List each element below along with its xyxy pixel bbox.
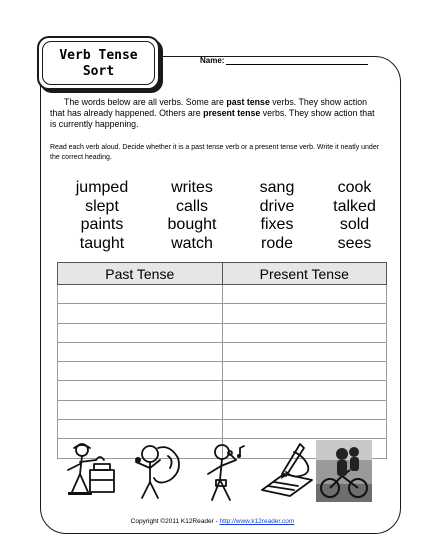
table-header-row xyxy=(58,263,387,285)
k12reader-link[interactable]: http://www.k12reader.com xyxy=(219,518,295,525)
word-item: jumped xyxy=(75,179,129,196)
word-item: slept xyxy=(85,197,119,215)
present-tense-cell xyxy=(222,342,387,361)
singing-person-image xyxy=(200,440,250,502)
present-tense-cell xyxy=(222,285,387,304)
title-box xyxy=(37,36,160,90)
name-label: Name: xyxy=(200,56,225,65)
word-item: drive xyxy=(259,197,295,215)
present-tense-cell xyxy=(222,400,387,419)
past-tense-cell xyxy=(58,342,223,361)
word-item: fixes xyxy=(260,216,294,233)
table-row xyxy=(58,420,387,439)
present-tense-cell xyxy=(222,323,387,342)
sort-table xyxy=(57,262,387,459)
word-item: taught xyxy=(79,234,125,252)
calling-person-image xyxy=(128,440,186,500)
title-line-1: Verb Tense xyxy=(59,48,138,63)
word-item: talked xyxy=(333,197,376,215)
writing-hand-image xyxy=(260,440,314,498)
word-item: sees xyxy=(337,234,372,252)
past-tense-bold: past tense xyxy=(226,97,270,107)
word-item: watch xyxy=(171,234,213,252)
present-tense-cell xyxy=(222,304,387,323)
word-item: bought xyxy=(167,216,217,233)
present-tense-cell xyxy=(222,420,387,439)
present-tense-cell xyxy=(222,362,387,381)
word-bank xyxy=(52,179,387,253)
word-item: rode xyxy=(260,234,294,252)
present-tense-header: Present Tense xyxy=(222,263,387,285)
table-row xyxy=(58,323,387,342)
name-blank-line xyxy=(226,57,368,65)
table-row xyxy=(58,400,387,419)
word-item: sang xyxy=(259,179,295,196)
table-row xyxy=(58,285,387,304)
word-item: paints xyxy=(80,216,124,233)
word-item: calls xyxy=(175,197,208,215)
clipart-strip xyxy=(60,440,380,504)
past-tense-cell xyxy=(58,323,223,342)
title-line-2: Sort xyxy=(82,64,115,79)
directions-text: Read each verb aloud. Decide whether it is a past tense verb or a present tense verb. Write it neatly under the correct heading. xyxy=(50,144,380,161)
present-tense-bold: present tense xyxy=(203,108,261,118)
past-tense-header: Past Tense xyxy=(58,263,223,285)
table-row xyxy=(58,342,387,361)
word-item: cook xyxy=(337,179,372,196)
copyright-footer: Copyright ©2011 K12Reader - http://www.k12reader.com xyxy=(130,518,295,525)
table-row xyxy=(58,362,387,381)
cooking-person-image xyxy=(60,440,118,498)
past-tense-cell xyxy=(58,362,223,381)
past-tense-cell xyxy=(58,381,223,400)
intro-paragraph: The words below are all verbs. Some are past tense verbs. They show action that has already happened. Others are present tense verbs. They show action that is currently happening. xyxy=(50,97,375,129)
word-item: writes xyxy=(171,179,213,196)
word-item: sold xyxy=(339,216,370,233)
bike-riding-photo xyxy=(316,440,372,502)
past-tense-cell xyxy=(58,420,223,439)
past-tense-cell xyxy=(58,304,223,323)
name-field xyxy=(200,56,368,65)
table-row xyxy=(58,381,387,400)
past-tense-cell xyxy=(58,400,223,419)
table-row xyxy=(58,304,387,323)
worksheet-title xyxy=(42,41,155,85)
past-tense-cell xyxy=(58,285,223,304)
present-tense-cell xyxy=(222,381,387,400)
